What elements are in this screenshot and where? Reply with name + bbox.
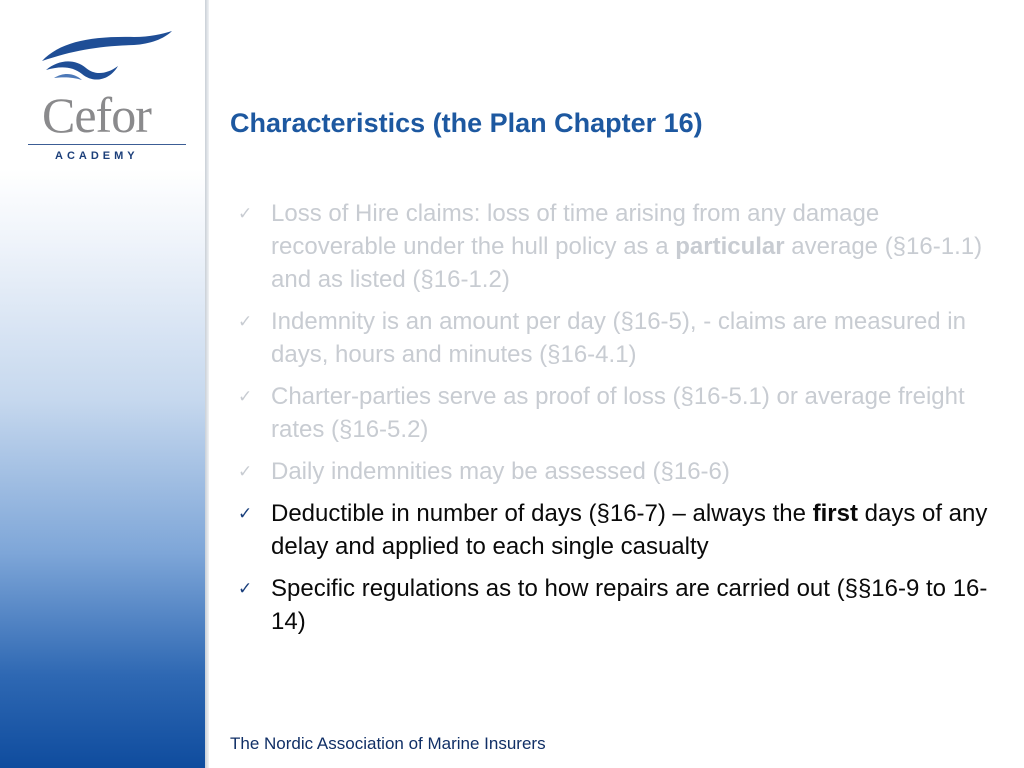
checkmark-icon: ✓ — [238, 387, 253, 407]
footer-organization-name: The Nordic Association of Marine Insurers — [230, 734, 546, 753]
slide-title: Characteristics (the Plan Chapter 16) — [230, 108, 703, 138]
bullet-item-charter-parties — [238, 380, 1008, 446]
checkmark-icon: ✓ — [238, 312, 253, 332]
bullet-text: Loss of Hire claims: loss of time arising from any damage recoverable under the hull policy as a — [271, 200, 880, 260]
bullet-item-repairs — [238, 572, 1008, 638]
bullet-text: Deductible in number of days (§16-7) – always the — [271, 500, 813, 527]
checkmark-icon: ✓ — [238, 504, 253, 524]
bullet-emphasis: first — [812, 500, 858, 527]
sidebar-edge-divider — [205, 0, 209, 768]
wave-icon — [38, 28, 178, 88]
logo-subtitle: ACADEMY — [55, 150, 139, 162]
bullet-text-continued: average (§16-1.1) and as listed (§16-1.2) — [271, 233, 983, 293]
logo-divider — [28, 144, 186, 145]
bullet-emphasis: particular — [675, 233, 785, 260]
bullet-text-continued: days of any delay and applied to each single casualty — [271, 500, 988, 560]
bullet-text: Charter-parties serve as proof of loss (§16-5.1) or average freight rates (§16-5.2) — [271, 383, 965, 443]
cefor-academy-logo — [28, 22, 188, 167]
bullet-text: Daily indemnities may be assessed (§16-6) — [271, 458, 730, 485]
bullet-text: Indemnity is an amount per day (§16-5), - claims are measured in days, hours and minutes (§16-4.1) — [271, 308, 966, 368]
bullet-text: Specific regulations as to how repairs are carried out (§§16-9 to 16-14) — [271, 575, 988, 635]
bullet-list — [238, 197, 1008, 647]
checkmark-icon: ✓ — [238, 579, 253, 599]
bullet-item-deductible — [238, 497, 1008, 563]
bullet-item-indemnity — [238, 305, 1008, 371]
bullet-item-loss-of-hire — [238, 197, 1008, 296]
checkmark-icon: ✓ — [238, 204, 253, 224]
logo-wordmark: Cefor — [42, 87, 151, 143]
checkmark-icon: ✓ — [238, 462, 253, 482]
bullet-item-daily-indemnities — [238, 455, 1008, 488]
